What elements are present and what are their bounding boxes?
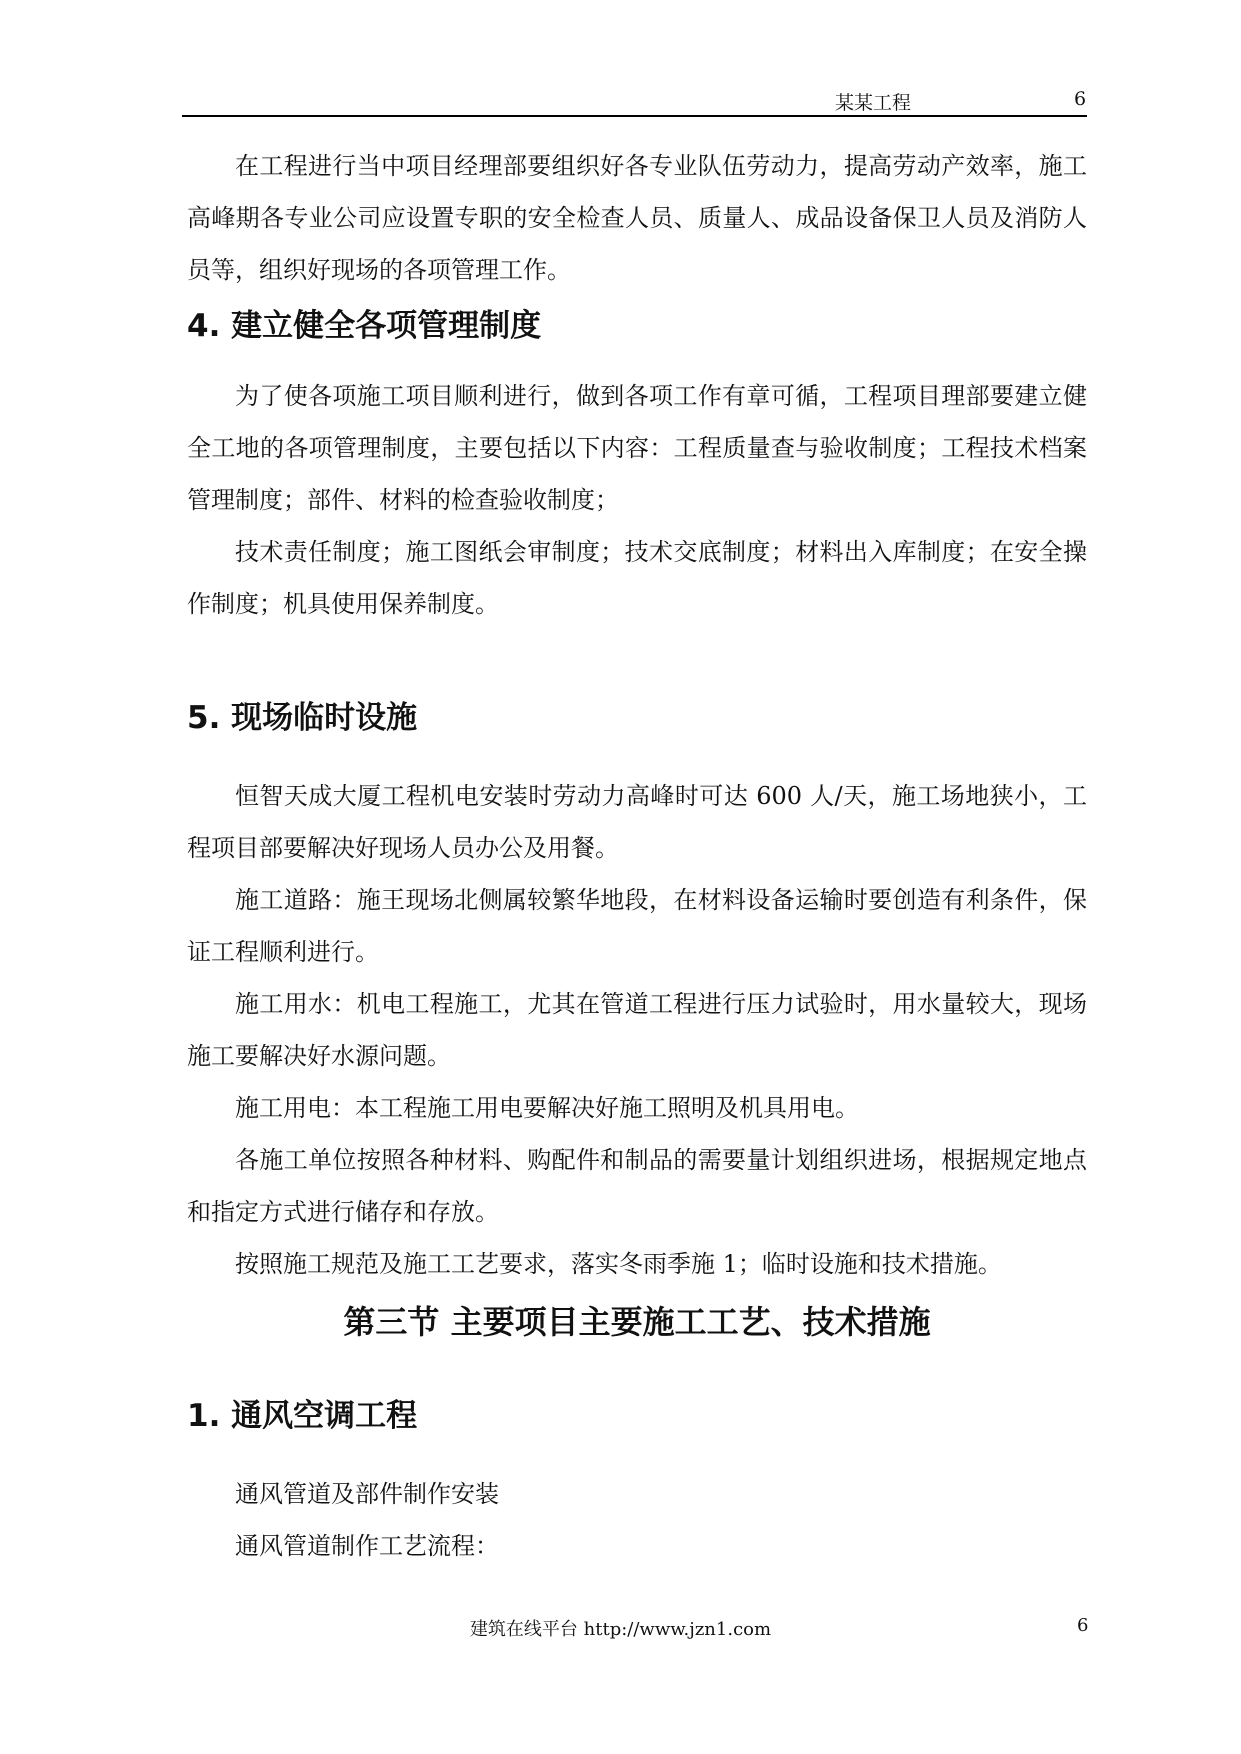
paragraph: 恒智天成大厦工程机电安装时劳动力高峰时可达 600 人/天，施工场地狭小，工程项目部要解决好现场人员办公及用餐。	[187, 782, 1087, 862]
header-page-number: 6	[1074, 88, 1087, 110]
footer-text: 建筑在线平台 http://www.jzn1.com	[469, 1619, 772, 1640]
paragraph: 通风管道制作工艺流程：	[235, 1532, 499, 1560]
heading-5: 5. 现场临时设施	[187, 700, 418, 736]
paragraph: 按照施工规范及施工工艺要求，落实冬雨季施 1；临时设施和技术措施。	[235, 1250, 1002, 1278]
paragraph: 施工用电：本工程施工用电要解决好施工照明及机具用电。	[235, 1094, 859, 1122]
heading-1: 1. 通风空调工程	[187, 1398, 418, 1434]
heading-4: 4. 建立健全各项管理制度	[187, 308, 542, 344]
footer-page-number: 6	[1077, 1615, 1089, 1636]
paragraph: 在工程进行当中项目经理部要组织好各专业队伍劳动力，提高劳动产效率，施工高峰期各专业公司应设置专职的安全检查人员、质量人、成品设备保卫人员及消防人员等，组织好现场的各项管理工作。	[187, 152, 1087, 284]
section-title: 第三节 主要项目主要施工工艺、技术措施	[343, 1303, 931, 1341]
paragraph: 通风管道及部件制作安装	[235, 1480, 499, 1508]
paragraph: 施工道路：施王现场北侧属较繁华地段，在材料设备运输时要创造有利条件，保证工程顺利进行。	[187, 886, 1087, 966]
paragraph: 施工用水：机电工程施工，尤其在管道工程进行压力试验时，用水量较大，现场施工要解决好水源问题。	[187, 990, 1087, 1070]
paragraph: 为了使各项施工项目顺利进行，做到各项工作有章可循，工程项目理部要建立健全工地的各项管理制度，主要包括以下内容：工程质量查与验收制度；工程技术档案管理制度；部件、材料的检查验收制度；	[187, 382, 1087, 514]
paragraph: 技术责任制度；施工图纸会审制度；技术交底制度；材料出入库制度；在安全操作制度；机具使用保养制度。	[187, 538, 1087, 618]
header-title: 某某工程	[834, 92, 911, 114]
paragraph: 各施工单位按照各种材料、购配件和制品的需要量计划组织进场，根据规定地点和指定方式进行储存和存放。	[187, 1146, 1087, 1226]
header-rule	[182, 115, 1087, 117]
